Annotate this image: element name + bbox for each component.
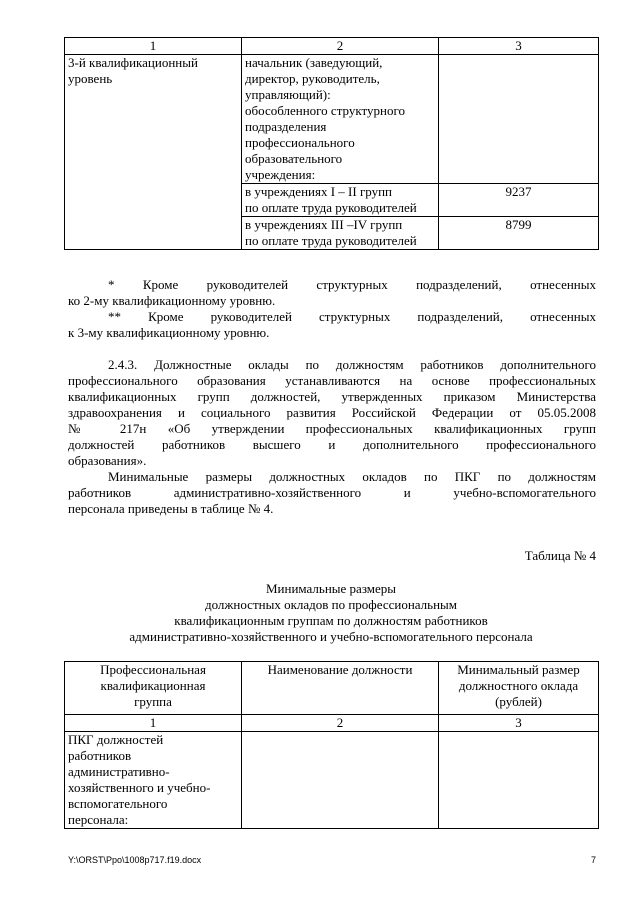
paragraph-line: 2.4.3. Должностные оклады по должностям работников дополнительного	[108, 357, 596, 372]
paragraph-line: профессионального образования устанавливаются на основе профессиональных	[68, 373, 596, 388]
salary-table-continuation	[64, 37, 599, 250]
paragraph-line: образования».	[68, 453, 147, 468]
footnote-1-cont: ко 2-му квалификационному уровню.	[68, 293, 276, 308]
position-name-cell: в учреждениях III –IV групп по оплате труда руководителей	[242, 217, 439, 250]
column-header: Наименование должности	[242, 662, 439, 715]
column-header: Минимальный размер должностного оклада (рублей)	[439, 662, 599, 715]
column-number: 3	[439, 38, 599, 55]
table-number-row	[65, 715, 599, 732]
position-name-cell: в учреждениях I – II групп по оплате труда руководителей	[242, 184, 439, 217]
position-name-cell: начальник (заведующий, директор, руководитель, управляющий): обособленного структурного подразделения профессионального образовательного учреждения:	[242, 55, 439, 184]
file-path: Y:\ORST\Ppo\1008p717.f19.docx	[68, 855, 202, 865]
salary-value: 9237	[439, 184, 599, 217]
salary-value: 8799	[439, 217, 599, 250]
paragraph-line: квалификационных групп должностей, утвержденных приказом Министерства	[68, 389, 596, 404]
table-title: Минимальные размеры	[265, 581, 397, 596]
footnote-2-cont: к 3-му квалификационному уровню.	[68, 325, 270, 340]
table-header-row	[65, 38, 599, 55]
table-header-row	[65, 662, 599, 715]
table-title: административно-хозяйственного и учебно-вспомогательного персонала	[129, 629, 533, 644]
table-row	[65, 55, 599, 184]
footnote-2: ** Кроме руководителей структурных подразделений, отнесенных	[108, 309, 596, 324]
paragraph-line: работников административно-хозяйственного и учебно-вспомогательного	[68, 485, 596, 500]
table-title: должностных окладов по профессиональным	[204, 597, 457, 612]
column-number: 2	[242, 715, 439, 732]
paragraph-line: здравоохранения и социального развития Российской Федерации от 05.05.2008	[68, 405, 596, 420]
salary-table-4	[64, 661, 599, 829]
salary-cell	[439, 732, 599, 829]
pkg-name-cell: ПКГ должностей работников административно- хозяйственного и учебно- вспомогательного персонала:	[65, 732, 242, 829]
column-number: 1	[65, 38, 242, 55]
table-number-label: Таблица № 4	[524, 548, 596, 563]
column-number: 2	[242, 38, 439, 55]
salary-cell	[439, 55, 599, 184]
column-number: 1	[65, 715, 242, 732]
table-title: квалификационным группам по должностям работников	[174, 613, 488, 628]
paragraph-line: должностей работников высшего и дополнительного профессионального	[68, 437, 596, 452]
footnote-1: * Кроме руководителей структурных подразделений, отнесенных	[108, 277, 596, 292]
position-name-cell	[242, 732, 439, 829]
paragraph-line: Минимальные размеры должностных окладов по ПКГ по должностям	[108, 469, 596, 484]
paragraph-line: персонала приведены в таблице № 4.	[68, 501, 274, 516]
table-row	[65, 732, 599, 829]
page-number: 7	[590, 855, 596, 865]
paragraph-line: № 217н «Об утверждении профессиональных квалификационных групп	[68, 421, 596, 436]
qualification-level-cell: 3-й квалификационный уровень	[65, 55, 242, 250]
column-number: 3	[439, 715, 599, 732]
column-header: Профессиональная квалификационная группа	[65, 662, 242, 715]
